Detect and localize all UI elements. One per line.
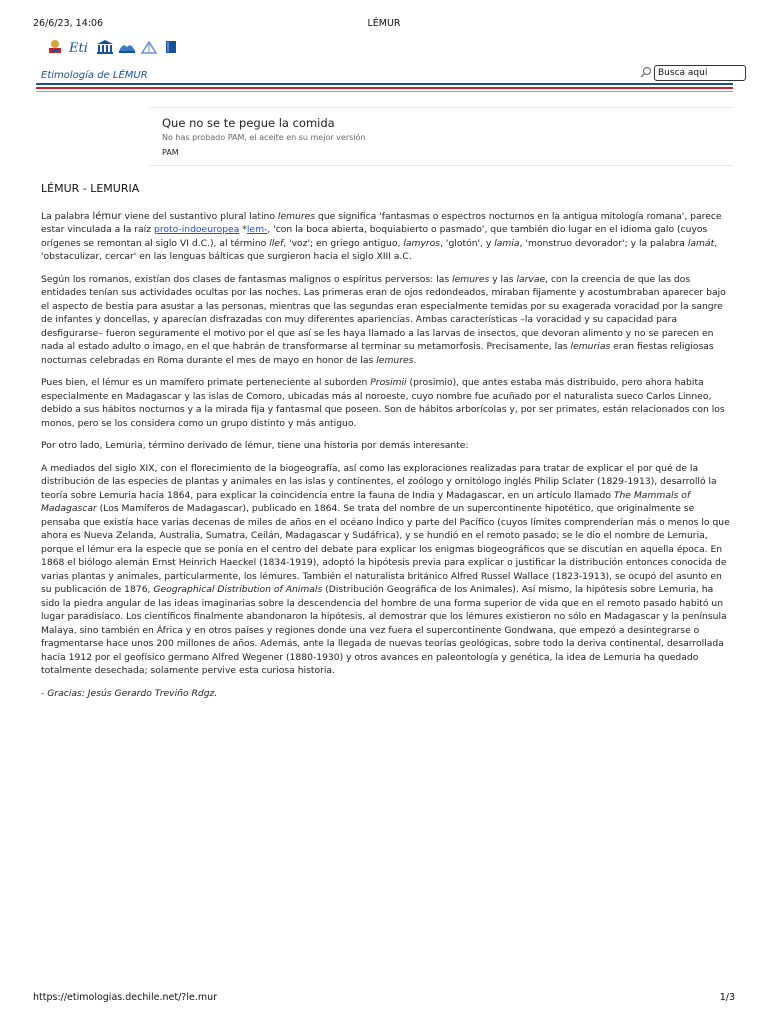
credit-line: - Gracias: Jesús Gerardo Treviño Rdgz. [41,687,218,699]
term: lamyros [403,237,441,249]
header-stripe-red [36,87,733,89]
text: eran fiestas religiosas nocturnas celebradas en Roma durante el mes de mayo en honor de las [41,341,714,366]
term: lemures [452,273,490,285]
text: que significa 'fantasmas o espectros nocturnos en la antigua mitología romana', parece estar vinculada a la raíz [41,210,722,235]
term: larvae [516,273,546,285]
text: , 'glotón', y [440,237,495,249]
link-proto-indoeuropea[interactable]: proto-indoeuropea [153,224,240,235]
ad-banner[interactable] [150,107,733,166]
term: lemures [277,210,316,222]
svg-text:Eti: Eti [69,41,88,55]
print-page-number: 1/3 [719,992,735,1003]
text: La palabra [41,210,93,222]
site-nav-icons [46,39,180,55]
text: (Distribución Geográfica de los Animales). Así mismo, la hipótesis sobre Lemuria, ha sido la piedra angular de las ideas imaginarias sobre la descendencia del hombre de una forma superior de vida que en el remoto pasado habitó un lugar paradisíaco. Los científicos finalmente abandonaron la hipótesis, al demostrar que los lémures existieron no sólo en Madagascar y la península Malaya, sino también en África y en otros países y regiones donde una vez fuera el supercontinente Gondwana, que empezó a desintegrarse o fragmentarse hace unos 200 millones de años. Además, ante la llegada de nuevas teorías geológicas, sobre todo la deriva continental, desarrollada hacia 1912 por el geofísico germano Alfred Wegener (1880-1930) y otros avances en paleontología y genética, la idea de Lemuria ha quedado totalmente desechada; solamente pervive esta curiosa historia. [41,584,727,676]
text: , con la creencia de que las dos entidades tenían sus actividades ocultas por las noches. Las primeras eran de ojos redondeados, miraban fijamente y acostumbraban aparecer bajo el aspecto de bestia para asustar a las personas, mientras que las segundas eran especialmente temidas por su exagerada voracidad por la sangre de infantes y doncellas, y aparecían disfrazadas con muy diferentes apariencias. Ambas características –la voracidad y su capacidad para desfigurarse– fueron seguramente el motivo por el que así se les haya llamado a las larvas de insectos, que devoran alimento y no se parecen en nada al estado adulto o imago, en el que habrán de transformarse al terminar su metamorfosis. Precisamente, las [41,273,726,352]
term: lemurias [570,341,611,352]
link-lem-root[interactable]: lem- [246,224,268,235]
text: Pues bien, el lémur es un mamífero primate perteneciente al suborden [41,377,371,388]
ad-description: No has probado PAM, el aceite en su mejor versión [162,133,366,142]
text: * [239,224,247,235]
ad-brand: PAM [162,148,179,157]
paragraph-4: Por otro lado, Lemuria, término derivado de lémur, tiene una historia por demás interesante: [41,440,469,451]
term: lamia [494,237,520,249]
home-icon[interactable] [46,39,64,55]
text: Según los romanos, existían dos clases de fantasmas malignos o espíritus perversos: las [41,273,453,285]
search-input[interactable] [654,65,746,81]
search-box [640,63,746,82]
term: lamát [687,237,715,249]
term: The Mammals of Madagascar [41,489,691,514]
term: Prosimii [370,377,407,388]
text: , 'obstaculizar, cercar' en las lenguas bálticas que surgieron hacia el siglo XIII a.C. [41,237,718,262]
search-icon[interactable] [640,63,652,82]
museum-icon[interactable] [96,39,114,55]
paragraph-2 [41,273,731,368]
text: . [413,354,417,366]
text: (prosimio), que antes estaba más distribuido, pero ahora habita especialmente en Madagascar y las islas de Comoro, ubicadas más al noroeste, cuyo nombre fue acuñado por el naturalista sueco Carlos Linneo, debido a sus hábitos nocturnos y a la mirada fija y fantasmal que poseen. Son de hábitos arborícolas y, por ser primates, están relacionados con los monos, pero se los considera como un grupo distinto y más antiguo. [41,377,725,429]
temple-icon[interactable] [140,39,158,55]
paragraph-1 [41,210,731,264]
paragraph-5 [41,462,731,678]
text: , 'con la boca abierta, boquiabierto o pasmado', que también dio lugar en el idioma galo (cuyos orígenes se remontan al siglo VI d.C.), al término [41,224,708,249]
article-heading: LÉMUR - LEMURIA [41,182,140,195]
print-page-title: LÉMUR [367,18,401,29]
header-stripe-blue [36,83,733,85]
site-title[interactable]: Etimología de LÉMUR [41,70,148,81]
text: , 'voz'; en griego antiguo, [283,237,404,249]
ad-title[interactable]: Que no se te pegue la comida [162,116,335,130]
text: y las [489,273,517,285]
term: Geographical Distribution of Animals [153,584,323,595]
book-icon[interactable] [162,39,180,55]
text: A mediados del siglo XIX, con el florecimiento de la biogeografía, así como las exploraciones realizadas para tratar de explicar el por qué de la distribución de las especies de plantas y animales en las islas y continentes, el zoólogo y ornitólogo inglés Philip Sclater (1829-1913), desarrolló la teoría sobre Lemuria hacia 1864, para explicar la coincidencia entre la fauna de India y Madagascar, en un artículo llamado [41,462,717,501]
header-stripe-light [36,91,733,92]
paragraph-3 [41,376,731,430]
etimologias-logo-icon[interactable] [68,39,92,55]
library-icon[interactable] [118,39,136,55]
article [41,182,731,709]
text: , 'monstruo devorador'; y la palabra [519,237,688,249]
print-url: https://etimologias.dechile.net/?le.mur [33,992,218,1003]
term: lemures [376,354,414,366]
headword: lémur [92,210,122,222]
text: (Los Mamíferos de Madagascar), publicado en 1864. Se trata del nombre de un supercontinente hipotético, que originalmente se pensaba que existía hace varias decenas de miles de años en el océano Índico y parte del Pacífico (cuyos límites comprenderían más o menos lo que ahora es Nueva Zelanda, Australia, Sumatra, Ceilán, Madagascar y Sudáfrica), y se hundió en el remoto pasado; se le dio el nombre de Lemuria, porque el lémur era la especie que se ponía en el centro del debate para explicar los enigmas biogeográficos que se discutían en aquella época. En 1868 el biólogo alemán Ernst Heinrich Haeckel (1834-1919), adoptó la hipótesis previa para explicar o justificar la distribución entonces conocida de varias plantas y animales, particularmente, los lémures. También el naturalista británico Alfred Russel Wallace (1823-1913), se ocupó del asunto en su publicación de 1876, [41,503,730,595]
text: viene del sustantivo plural latino [121,210,278,222]
print-datetime: 26/6/23, 14:06 [33,18,104,29]
term: llef [269,237,284,249]
